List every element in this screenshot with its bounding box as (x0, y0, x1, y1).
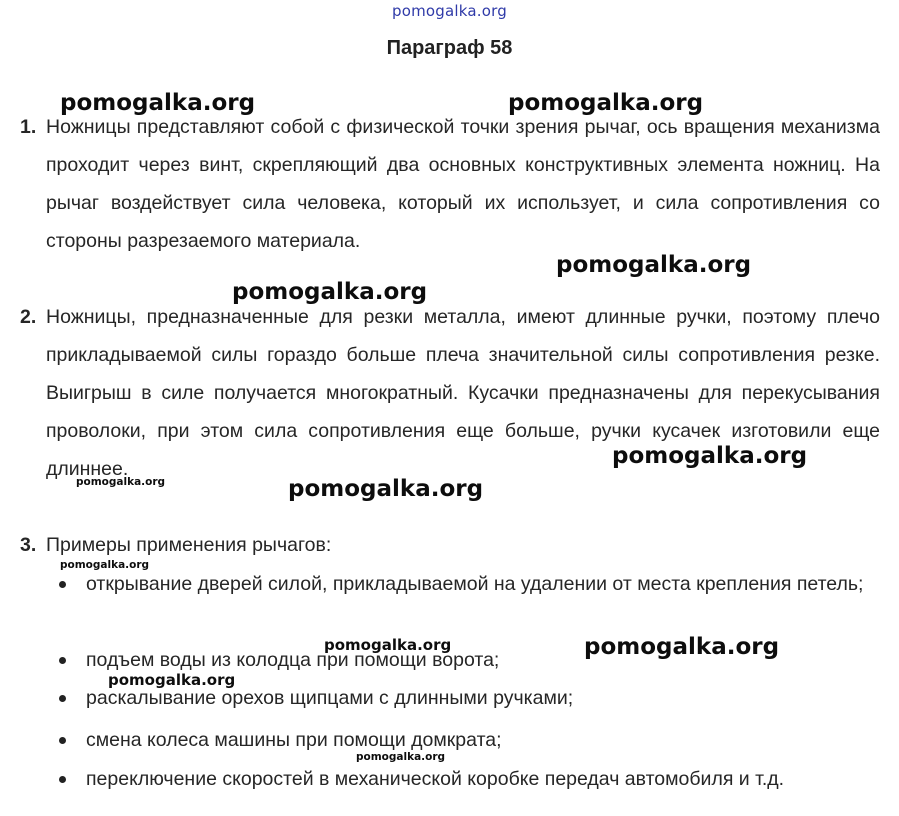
top-watermark: pomogalka.org (392, 2, 507, 20)
item-number: 1. (20, 116, 37, 138)
watermark: pomogalka.org (288, 476, 484, 502)
watermark: pomogalka.org (60, 559, 150, 571)
watermark: pomogalka.org (324, 636, 452, 654)
bullet-icon (59, 695, 66, 702)
bullet-text: подъем воды из колодца при помощи ворота; (86, 649, 500, 671)
item-text: Ножницы, предназначенные для резки металла, имеют длинные ручки, поэтому плечо прикладываемой силы гораздо больше плеча значительной силы сопротивления резке. Выигрыш в силе получается многократный. Кусачки предназначены для перекусывания проволоки, при этом сила сопротивления еще больше, ручки кусачек изготовили еще длиннее. (46, 306, 880, 480)
list-item (56, 760, 886, 798)
bullet-text: смена колеса машины при помощи домкрата; (86, 729, 502, 751)
bullet-text: открывание дверей силой, прикладываемой на удалении от места крепления петель; (86, 573, 864, 595)
bullet-icon (59, 581, 66, 588)
bullet-icon (59, 776, 66, 783)
watermark: pomogalka.org (76, 476, 166, 488)
list-item-1 (20, 108, 880, 260)
watermark: pomogalka.org (356, 751, 446, 763)
bullet-icon (59, 737, 66, 744)
item-text: Ножницы представляют собой с физической точки зрения рычаг, ось вращения механизма проходит через винт, скрепляющий два основных конструктивных элемента ножниц. На рычаг воздействует сила человека, который их использует, и сила сопротивления со стороны разрезаемого материала. (46, 116, 880, 252)
item-number: 2. (20, 306, 37, 328)
watermark: pomogalka.org (584, 634, 780, 660)
page-title: Параграф 58 (386, 37, 513, 59)
item-text: Примеры применения рычагов: (46, 534, 332, 556)
watermark: pomogalka.org (508, 90, 704, 116)
watermark: pomogalka.org (60, 90, 256, 116)
bullet-text: раскалывание орехов щипцами с длинными ручками; (86, 687, 574, 709)
bullet-icon (59, 657, 66, 664)
bullet-text: переключение скоростей в механической коробке передач автомобиля и т.д. (86, 768, 785, 790)
watermark: pomogalka.org (232, 279, 428, 305)
watermark: pomogalka.org (556, 252, 752, 278)
item-number: 3. (20, 534, 37, 556)
watermark: pomogalka.org (612, 443, 808, 469)
list-item (56, 565, 886, 603)
watermark: pomogalka.org (108, 671, 236, 689)
list-item (56, 721, 886, 759)
